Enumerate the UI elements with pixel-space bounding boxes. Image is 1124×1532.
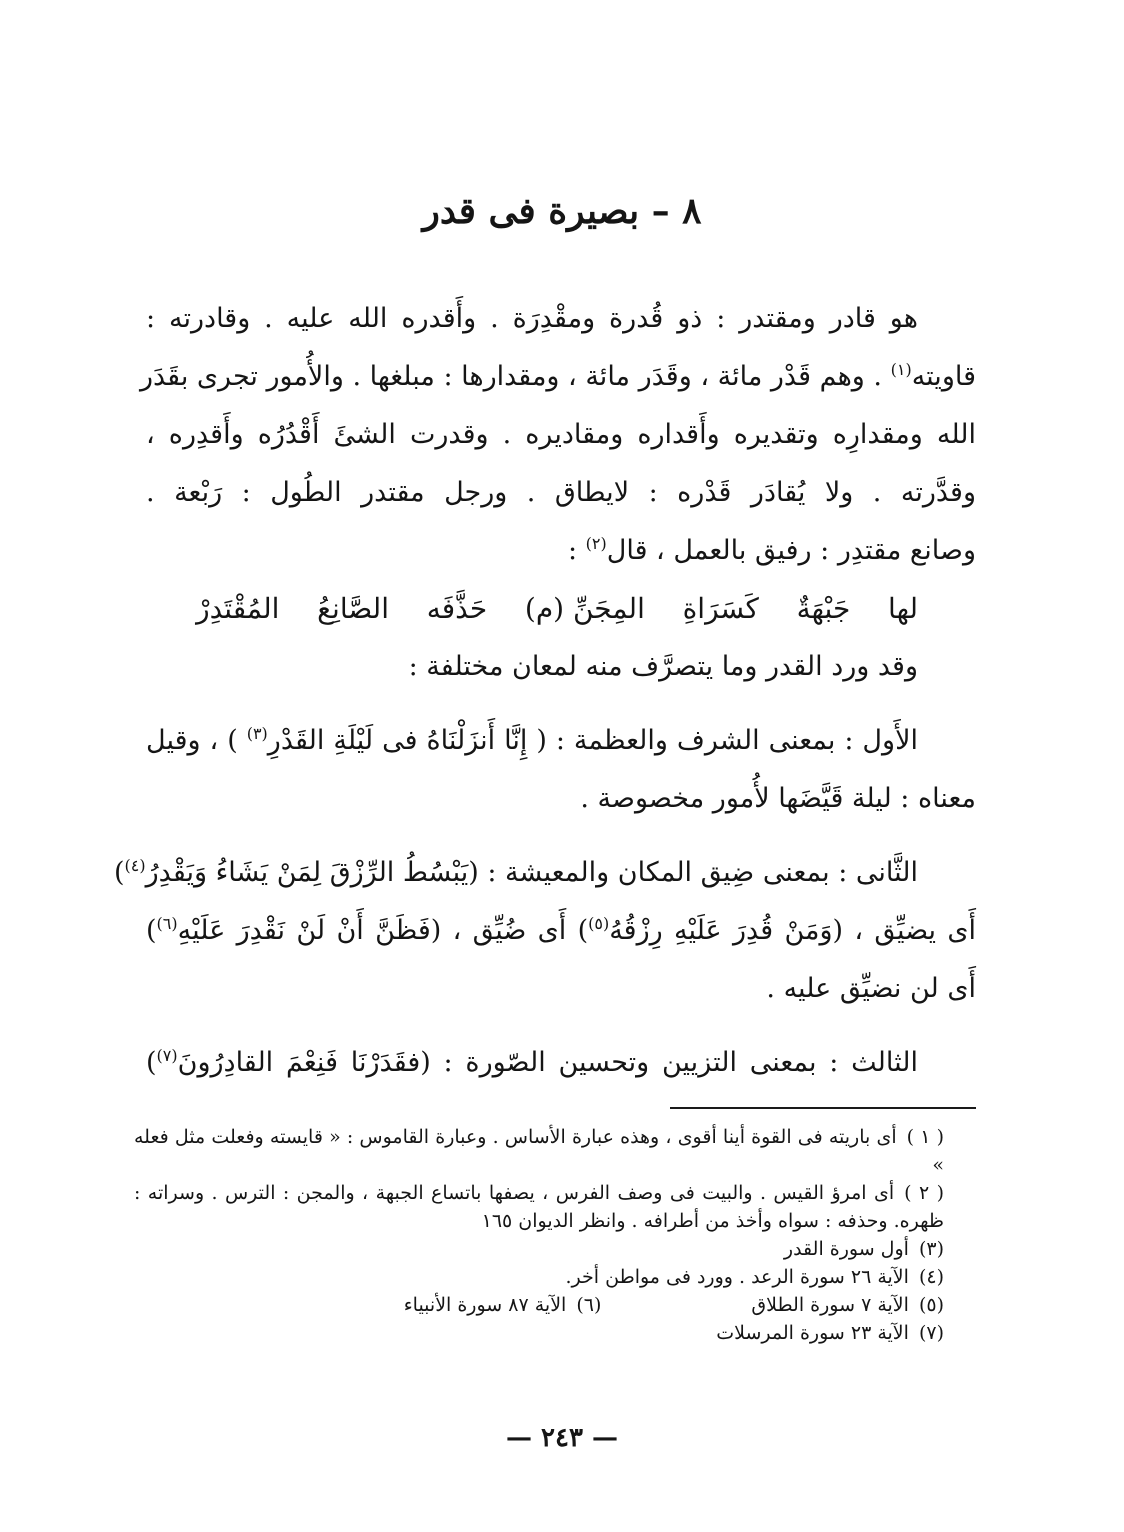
section-heading: ٨ – بصيرة فى قدر — [422, 190, 702, 232]
footnote-7: (٧)الآية ٢٣ سورة المرسلات — [716, 1322, 944, 1344]
text-line: أَى يضيِّق ، (وَمَنْ قُدِرَ عَلَيْهِ رِزْقُهُ$^{(٥)}$) أَى ضُيِّق ، (فَظَنَّ أَنْ لَنْ نَقْدِرَ عَلَيْهِ$^{(٦)}$) — [146, 914, 976, 946]
text-line: الأَول : بمعنى الشرف والعظمة : ( إِنَّا أَنزَلْنَاهُ فى لَيْلَةِ القَدْرِ$^{(٣)}$ ) ، وقيل — [146, 724, 918, 756]
footnote-1: ( ١ )أى باريته فى القوة أينا أقوى ، وهذه عبارة الأساس . وعبارة القاموس : « قايسته وفعلت مثل فعله » — [134, 1126, 944, 1176]
footnote-ref: (١) — [890, 360, 912, 379]
footnote-5: (٥)الآية ٧ سورة الطلاق — [751, 1294, 944, 1316]
footnotes — [134, 1123, 978, 1347]
text-line: الثَّانى : بمعنى ضِيق المكان والمعيشة : (يَبْسُطُ الرِّزْقَ لِمَنْ يَشَاءُ وَيَقْدِرُ$^{(٤)}$) — [113, 856, 918, 888]
page-number: — ٢٤٣ — — [505, 1423, 619, 1453]
footnote-ref: (٣) — [246, 724, 268, 743]
text-line: وقدَّرته . ولا يُقادَر قَدْره : لايطاق . ورجل مقتدر الطُول : رَبْعة . — [146, 477, 976, 508]
text-line: أَى لن نضيِّق عليه . — [766, 973, 976, 1004]
text-line: معناه : ليلة قَيَّضَها لأُمور مخصوصة . — [580, 783, 976, 814]
footnote-2: ( ٢ )أى امرؤ القيس . والبيت فى وصف الفرس ، يصفها باتساع الجبهة ، والمجن : الترس . وسراته : ظهره. وحذفه : سواه وأخذ من أطرافه . وانظر الديوان ١٦٥ — [134, 1182, 945, 1232]
text-line: وصانع مقتدِر : رفيق بالعمل ، قال$^{(٢)}$ : — [567, 534, 976, 566]
text-line: قاويته$^{(١)}$ . وهم قَدْر مائة ، وقَدَر مائة ، ومقدارها : مبلغها . والأُمور تجرى بقَدَر — [139, 360, 976, 392]
footnote-ref: (٦) — [156, 914, 178, 933]
footnote-ref: (٤) — [124, 856, 146, 875]
footnote-ref: (٢) — [585, 534, 607, 553]
text-line: الله ومقدارِه وتقديره وأَقداره ومقاديره . وقدرت الشئَ أَقْدُرُه وأَقدِره ، — [146, 419, 976, 450]
footnote-4: (٤)الآية ٢٦ سورة الرعد . وورد فى مواطن أخر. — [565, 1266, 944, 1288]
poetry-verse: لها جَبْهَةٌ كَسَرَاةِ المِجَنِّ (م) حَذَّفَه الصَّانِعُ المُقْتَدِرْ — [196, 592, 918, 625]
footnote-ref: (٧) — [156, 1046, 178, 1065]
footnote-5-6 — [134, 1291, 978, 1319]
text-line: وقد ورد القدر وما يتصرَّف منه لمعان مختلفة : — [408, 651, 918, 682]
text-line: الثالث : بمعنى التزيين وتحسين الصّورة : (فقَدَرْنَا فَنِعْمَ القادِرُونَ$^{(٧)}$) — [146, 1046, 918, 1078]
footnote-separator — [670, 1107, 976, 1109]
footnote-3: (٣)أول سورة القدر — [783, 1238, 944, 1260]
main-text — [113, 290, 976, 1092]
footnote-ref: (٥) — [588, 914, 610, 933]
footnote-6: (٦)الآية ٨٧ سورة الأنبياء — [403, 1294, 602, 1316]
text-line: هو قادر ومقتدر : ذو قُدرة ومقْدِرَة . وأَقدره الله عليه . وقادرته : — [146, 303, 918, 334]
